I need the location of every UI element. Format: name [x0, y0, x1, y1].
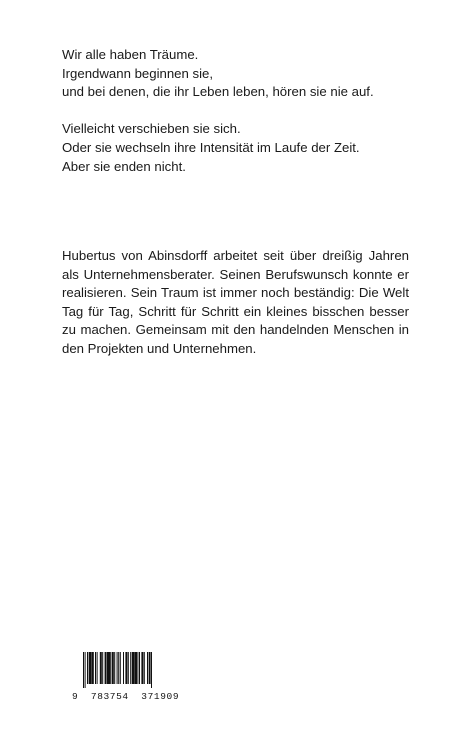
barcode-bar	[135, 652, 137, 684]
barcode-bar	[151, 652, 152, 688]
barcode-bar	[132, 652, 135, 684]
barcode-bar	[107, 652, 110, 684]
barcode-bar	[117, 652, 118, 684]
barcode-bar	[102, 652, 103, 684]
poem-line: und bei denen, die ihr Leben leben, hören sie nie auf.	[62, 84, 374, 100]
barcode-bar	[112, 652, 114, 684]
poem-stanza-2	[62, 120, 422, 176]
barcode-bar	[100, 652, 102, 684]
barcode-bar	[141, 652, 143, 684]
poem-line: Oder sie wechseln ihre Intensität im Laufe der Zeit.	[62, 139, 360, 155]
barcode-bar	[118, 652, 119, 684]
barcode-bar	[87, 652, 88, 684]
poem-line: Wir alle haben Träume.	[62, 47, 199, 62]
barcode-bar	[92, 652, 94, 684]
author-bio: Hubertus von Abinsdorff arbeitet seit über dreißig Jahren als Unternehmensberater. Seinen Berufswunsch konnte er realisieren. Sein Traum ist immer noch beständig: Die Welt Tag für Tag, Schritt für Schritt ein kleines bisschen besser zu machen. Gemeinsam mit den handelnden Menschen in den Projekten und Unternehmen.	[62, 248, 409, 356]
barcode-bar	[137, 652, 138, 684]
barcode-bar	[97, 652, 98, 684]
barcode-bar	[130, 652, 131, 684]
barcode-bar	[105, 652, 107, 684]
barcode-bar	[139, 652, 140, 684]
barcode-bar	[95, 652, 96, 684]
poem-line: Irgendwann beginnen sie,	[62, 65, 214, 81]
barcode-bar	[85, 652, 86, 688]
barcode-bar	[128, 652, 129, 684]
barcode-bar	[125, 652, 127, 684]
barcode-bar	[123, 652, 124, 684]
barcode-bar	[114, 652, 115, 684]
poem	[62, 46, 422, 176]
barcode-bars	[82, 652, 178, 690]
isbn-digits: 9 783754 371909	[72, 691, 180, 702]
barcode-bar	[120, 652, 121, 684]
isbn-barcode	[72, 652, 182, 702]
barcode-bar	[147, 652, 148, 684]
barcode-bar	[110, 652, 111, 684]
barcode-bar	[149, 652, 151, 684]
barcode-bar	[144, 652, 145, 684]
barcode-bar	[83, 652, 84, 688]
poem-line: Vielleicht verschieben sie sich.	[62, 121, 241, 137]
poem-line: Aber sie enden nicht.	[62, 158, 186, 174]
poem-stanza-1	[62, 46, 422, 102]
barcode-bar	[89, 652, 92, 684]
